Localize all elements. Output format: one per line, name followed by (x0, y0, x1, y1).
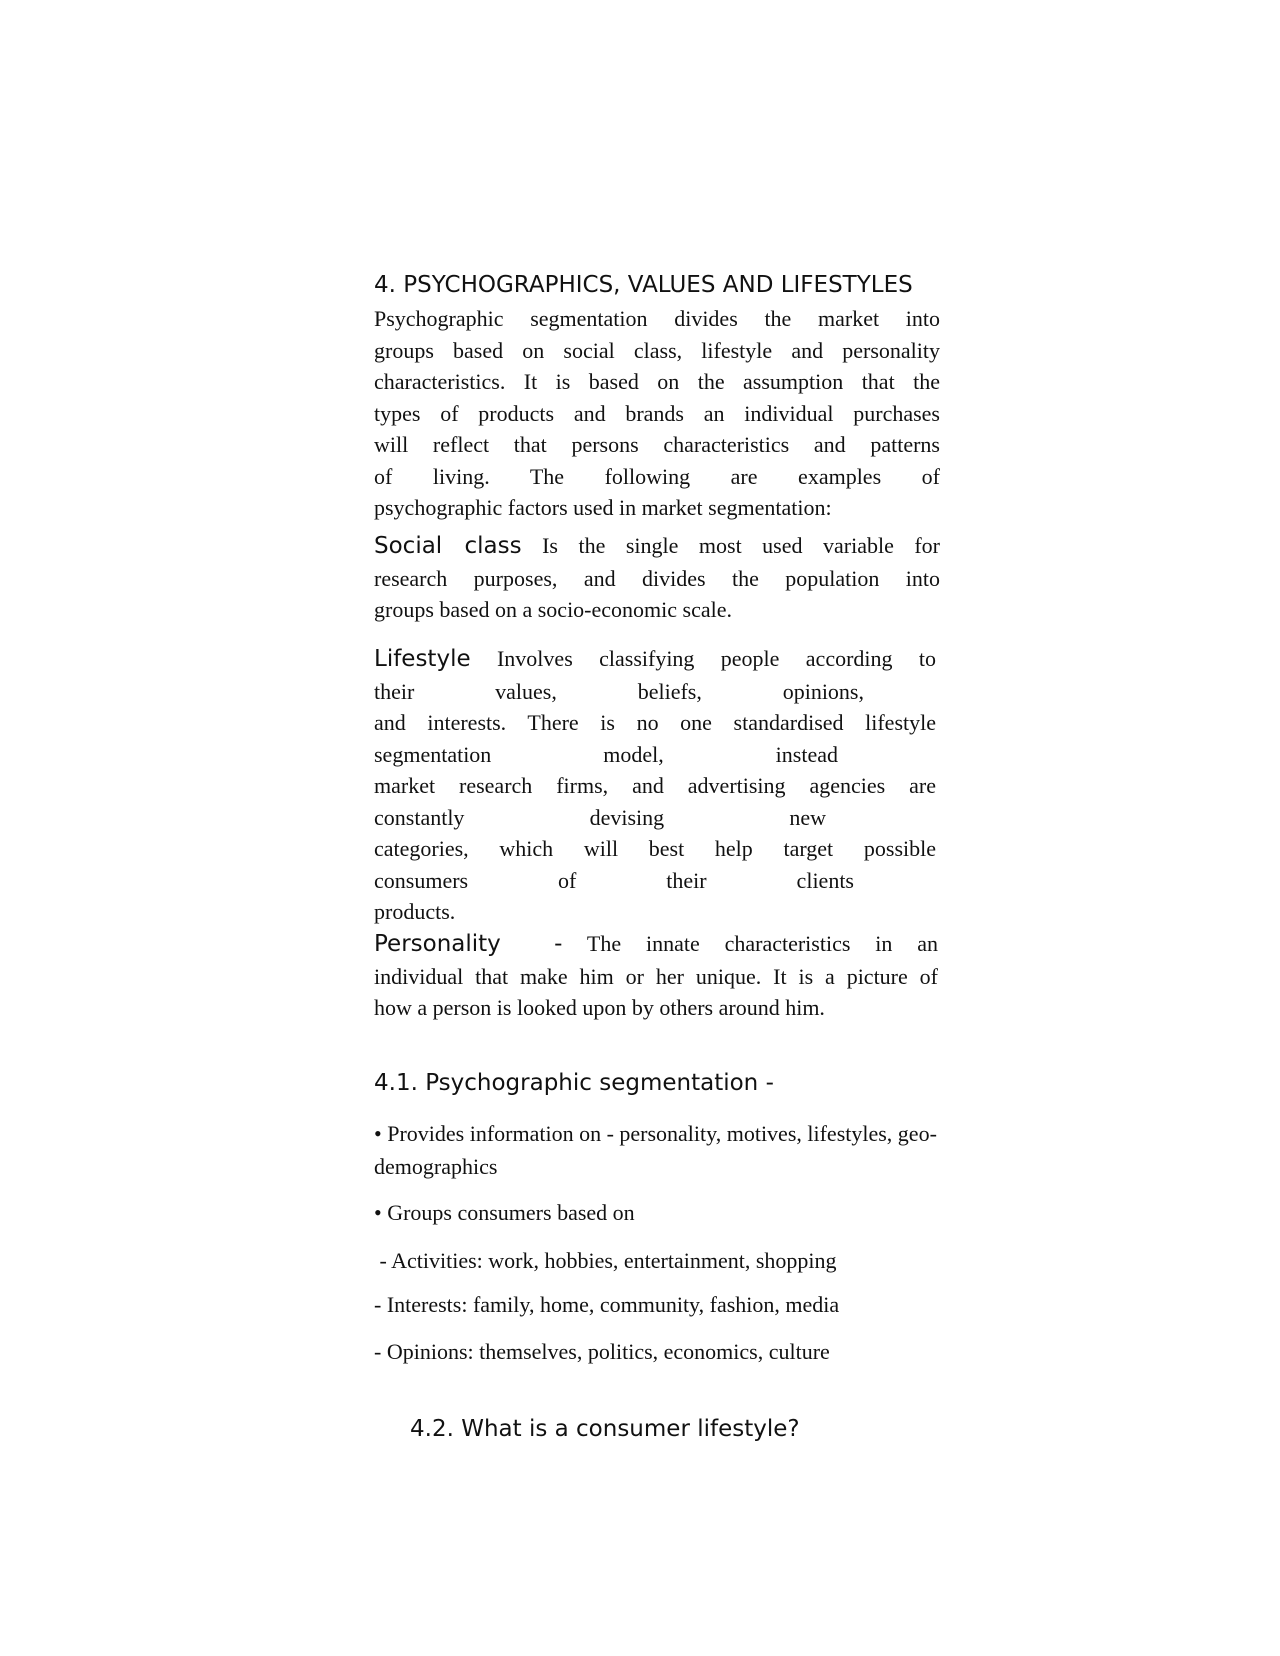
sub-item-interests: - Interests: family, home, community, fashion, media (374, 1292, 840, 1317)
intro-line: will reflect that persons characteristics and patterns (374, 432, 940, 457)
lifestyle-line: market research firms, and advertising agencies are (374, 773, 936, 798)
personality-line: how a person is looked upon by others around him. (374, 995, 825, 1020)
social-class-line: research purposes, and divides the population into (374, 565, 940, 591)
intro-line: Psychographic segmentation divides the market into (374, 306, 940, 331)
personality-paragraph (374, 928, 938, 1024)
lifestyle-line: categories, which will best help target possible (374, 836, 936, 861)
intro-line: types of products and brands an individual purchases (374, 400, 940, 426)
personality-term: Personality - (374, 931, 563, 957)
section-4-2-heading: 4.2. What is a consumer lifestyle? (410, 1416, 800, 1442)
personality-line (374, 928, 938, 961)
social-class-line (374, 530, 940, 563)
bullet-provides-info-continued: demographics (374, 1154, 498, 1179)
intro-paragraph (374, 303, 940, 524)
sub-item-activities: - Activities: work, hobbies, entertainment, shopping (374, 1248, 837, 1273)
intro-line: of living. The following are examples of (374, 463, 940, 489)
bullet-groups-consumers: • Groups consumers based on (374, 1200, 635, 1225)
intro-line: groups based on social class, lifestyle and personality (374, 337, 940, 363)
social-class-text: Is the single most used variable for (542, 533, 940, 558)
social-class-term: Social class (374, 533, 522, 559)
lifestyle-text: Involves classifying people according to (496, 646, 937, 671)
personality-line: individual that make him or her unique. It is a picture of (374, 963, 938, 989)
lifestyle-line (374, 643, 936, 676)
lifestyle-line: constantly devising new (374, 804, 826, 830)
lifestyle-line: segmentation model, instead (374, 741, 838, 767)
social-class-line: groups based on a socio-economic scale. (374, 597, 732, 622)
intro-line: psychographic factors used in market segmentation: (374, 495, 832, 520)
bullet-provides-info: • Provides information on - personality, motives, lifestyles, geo- (374, 1121, 937, 1146)
lifestyle-line: their values, beliefs, opinions, (374, 678, 864, 704)
lifestyle-line: and interests. There is no one standardised lifestyle (374, 710, 936, 735)
lifestyle-line: products. (374, 899, 456, 924)
social-class-paragraph (374, 530, 940, 626)
lifestyle-paragraph (374, 643, 936, 928)
lifestyle-line: consumers of their clients (374, 867, 854, 893)
lifestyle-term: Lifestyle (374, 646, 471, 672)
section-4-1-heading: 4.1. Psychographic segmentation - (374, 1070, 774, 1096)
intro-line: characteristics. It is based on the assumption that the (374, 369, 940, 394)
sub-item-opinions: - Opinions: themselves, politics, economics, culture (374, 1339, 830, 1364)
personality-text: The innate characteristics in an (586, 931, 938, 956)
section-4-heading: 4. PSYCHOGRAPHICS, VALUES AND LIFESTYLES (374, 272, 913, 298)
